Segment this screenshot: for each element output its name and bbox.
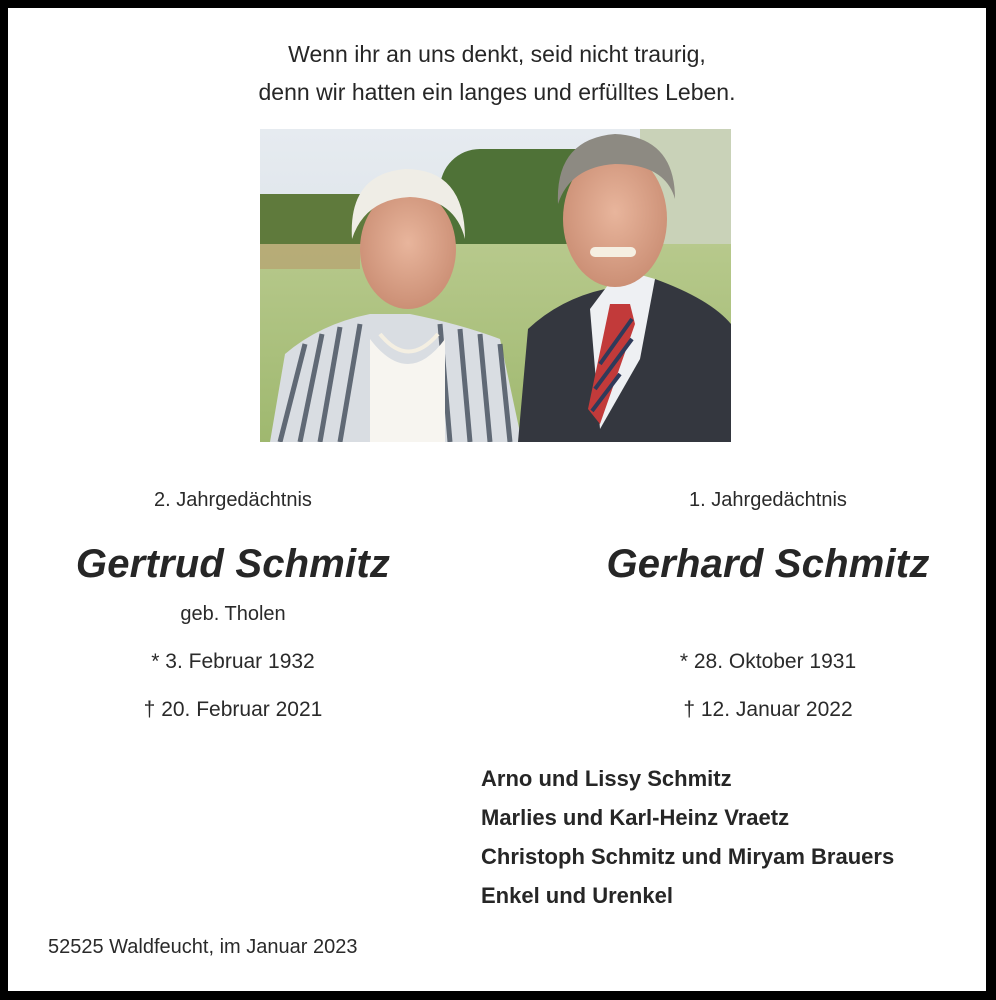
death-cross-icon: † [143,698,156,721]
left-anniversary-label: 2. Jahrgedächtnis [154,489,312,511]
right-deceased-name: Gerhard Schmitz [606,542,930,586]
birth-star-icon: * [679,650,689,673]
left-deceased-name: Gertrud Schmitz [75,542,391,586]
mourner-line: Arno und Lissy Schmitz [481,766,732,791]
right-death-date-text: 12. Januar 2022 [700,698,853,721]
place-date-footer: 52525 Waldfeucht, im Januar 2023 [48,936,358,958]
obituary-card [8,8,986,991]
mourner-line: Enkel und Urenkel [481,883,673,908]
right-birth-date-text: 28. Oktober 1931 [693,650,857,673]
death-cross-icon: † [683,698,696,721]
quote-line-2: denn wir hatten ein langes und erfülltes Leben. [258,79,736,105]
mourner-line: Christoph Schmitz und Miryam Brauers [481,844,895,869]
left-death-date-text: 20. Februar 2021 [161,698,323,721]
mourner-line: Marlies und Karl-Heinz Vraetz [481,805,790,830]
quote-line-1: Wenn ihr an uns denkt, seid nicht traurig, [288,41,706,67]
couple-photo [260,129,731,442]
left-maiden-name: geb. Tholen [180,603,286,625]
left-birth-date-text: 3. Februar 1932 [165,650,315,673]
right-birth-date [578,650,958,674]
right-death-date [578,698,958,722]
mourners-list [481,759,894,915]
left-death-date [38,698,428,722]
left-birth-date [38,650,428,674]
birth-star-icon: * [151,650,160,673]
right-anniversary-label: 1. Jahrgedächtnis [689,489,847,511]
